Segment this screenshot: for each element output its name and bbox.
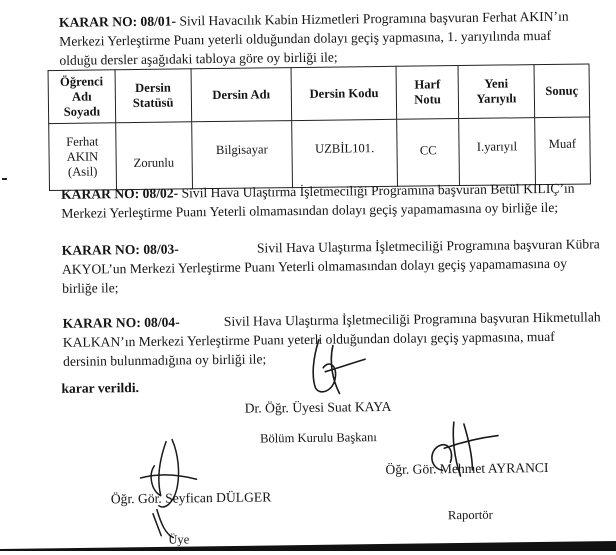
scan-edge-shadow [0, 537, 616, 551]
header-status [115, 69, 191, 123]
margin-mark [2, 178, 7, 180]
header-student [48, 70, 115, 124]
decision-3-text-1: Sivil Hava Ulaştırma İşletmeciliği Programına başvuran Kübra [256, 236, 600, 256]
header-letter-line-1: Harf [414, 77, 441, 92]
closing-text: karar verildi. [61, 379, 140, 396]
cell-letter-grade: CC [397, 119, 460, 187]
header-new-semester [458, 65, 534, 119]
decision-1-line-2: Merkezi Yerleştirme Puanı yeterli olduğundan dolayı geçiş yapmasına, 1. yarıyılında muaf [59, 27, 552, 49]
header-student-line-1: Öğrenci [59, 73, 104, 89]
decision-2-number: KARAR NO: 08/02- [60, 185, 179, 202]
chair-name: Dr. Öğr. Üyesi Suat KAYA [244, 398, 392, 416]
exemption-table [48, 63, 591, 191]
cell-student-line-1: Ferhat [66, 133, 99, 149]
cell-student-line-2: AKIN [66, 148, 99, 164]
cell-new-semester: I.yarıyıl [459, 118, 536, 186]
header-status-line-1: Dersin [135, 80, 171, 96]
cell-result: Muaf [534, 117, 590, 185]
decision-3-line-2: AKYOL’un Merkezi Yerleştirme Puanı Yeterli olmamasından dolayı geçiş yapamamasına oy [61, 255, 568, 277]
header-status-line-2: Statüsü [132, 95, 174, 111]
header-student-line-3: Soyadı [63, 103, 101, 119]
cell-course-name: Bilgisayar [191, 121, 292, 189]
decision-4-line-2: KALKAN’ın Merkezi Yerleştirme Puanı yeterli olduğundan dolayı geçiş yapmasına, muaf [62, 328, 555, 350]
decision-3-number: KARAR NO: 08/03- [61, 241, 179, 258]
member-title: Üye [168, 532, 190, 547]
reporter-name: Öğr. Gör. Mehmet AYRANCI [385, 459, 549, 477]
cell-status: Zorunlu [115, 122, 192, 190]
decision-4-text-1: Sivil Hava Ulaştırma İşletmeciliği Programına başvuran Hikmetullah [223, 309, 601, 329]
chair-title: Bölüm Kurulu Başkanı [259, 430, 377, 446]
table-header-row [48, 64, 590, 124]
decision-1-line-3: olduğu dersler aşağıdaki tabloya göre oy birliği ile; [59, 49, 338, 68]
header-letter-grade [396, 66, 458, 120]
header-student-line-2: Adı [71, 89, 92, 104]
decision-1-text-1: Sivil Havacılık Kabin Hizmetleri Programına başvuran Ferhat AKIN’ın [179, 8, 569, 29]
reporter-title: Raportör [447, 507, 493, 523]
decision-2-text-1: Sivil Hava Ulaştırma İşletmeciliği Programına başvuran Betül KILIÇ’ın [181, 180, 575, 201]
cell-student [49, 123, 117, 191]
header-letter-line-2: Notu [414, 92, 441, 107]
decision-1-number: KARAR NO: 08/01- [58, 13, 177, 30]
header-result: Sonuç [534, 64, 590, 118]
cell-student-line-3: (Asil) [67, 163, 98, 179]
header-semester-line-1: Yeni [484, 76, 509, 91]
cell-course-code: UZBİL101. [292, 119, 398, 187]
member-name: Öğr. Gör. Seyfican DÜLGER [110, 489, 272, 507]
header-semester-line-2: Yarıyılı [476, 91, 517, 106]
decision-4-line-3: dersinin bulunmadığına oy birliği ile; [63, 351, 267, 369]
header-course-code: Dersin Kodu [291, 66, 397, 120]
decision-2-line-2: Merkezi Yerleştirme Puanı Yeterli olmamasından dolayı geçiş yapamamasına oy birliğe ile; [61, 199, 559, 221]
decision-4-number: KARAR NO: 08/04- [62, 314, 180, 331]
header-course-name: Dersin Adı [191, 68, 292, 122]
decision-3-line-3: birliğe ile; [62, 280, 119, 296]
chair-signature [299, 337, 370, 400]
